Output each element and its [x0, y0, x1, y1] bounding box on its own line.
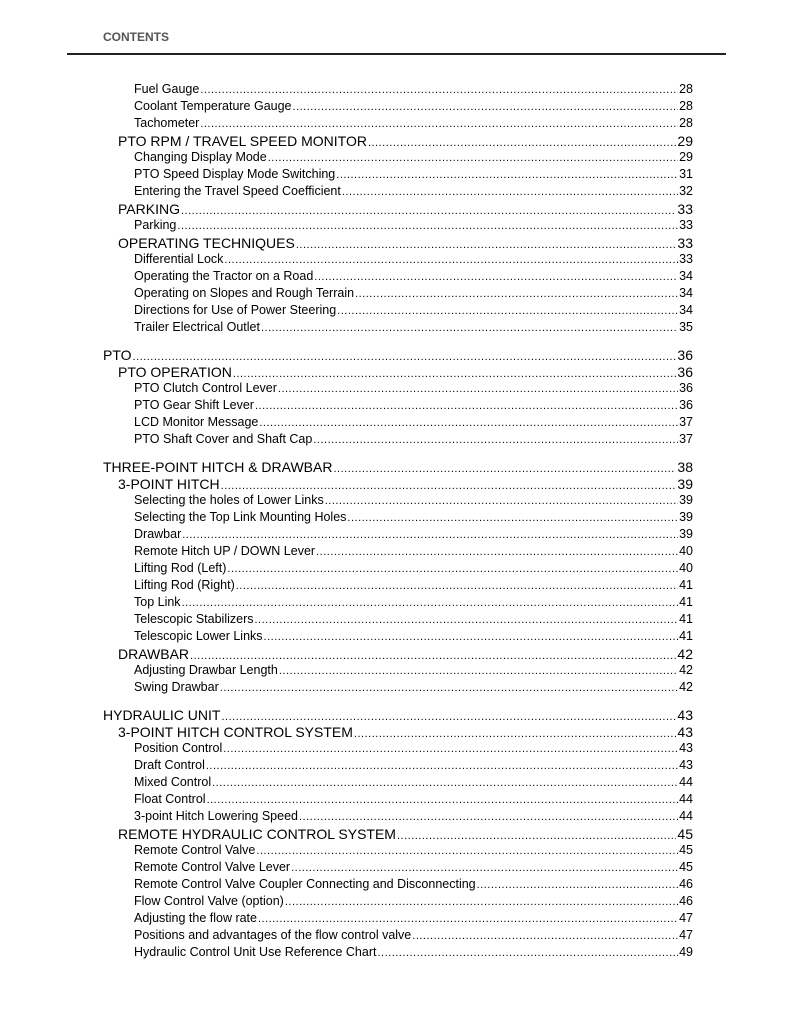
- toc-entry[interactable]: [134, 184, 693, 198]
- toc-dot-leader: [397, 830, 676, 842]
- toc-entry-page: 41: [679, 612, 693, 626]
- toc-dot-leader: [299, 811, 678, 823]
- toc-entry-title: Coolant Temperature Gauge: [134, 99, 292, 113]
- toc-entry-title: Differential Lock: [134, 252, 224, 266]
- toc-entry[interactable]: [134, 792, 693, 806]
- toc-entry[interactable]: [134, 741, 693, 755]
- toc-entry-page: 31: [679, 167, 693, 181]
- toc-entry-title: 3-POINT HITCH CONTROL SYSTEM: [118, 724, 353, 740]
- toc-entry-title: 3-POINT HITCH: [118, 476, 220, 492]
- toc-entry-page: 34: [679, 269, 693, 283]
- toc-dot-leader: [224, 254, 678, 266]
- toc-entry-page: 34: [679, 286, 693, 300]
- toc-entry[interactable]: [118, 201, 693, 217]
- toc-entry[interactable]: [134, 527, 693, 541]
- toc-dot-leader: [347, 512, 678, 524]
- toc-entry[interactable]: [134, 381, 693, 395]
- toc-entry-title: Adjusting Drawbar Length: [134, 663, 278, 677]
- toc-entry-title: Mixed Control: [134, 775, 212, 789]
- toc-entry[interactable]: [134, 911, 693, 925]
- toc-entry-page: 39: [679, 493, 693, 507]
- toc-entry-page: 36: [679, 381, 693, 395]
- toc-dot-leader: [291, 862, 678, 874]
- toc-entry[interactable]: [134, 493, 693, 507]
- toc-entry[interactable]: [134, 843, 693, 857]
- toc-dot-leader: [207, 794, 679, 806]
- toc-entry-title: Parking: [134, 218, 177, 232]
- toc-entry[interactable]: [118, 133, 693, 149]
- toc-entry-title: Adjusting the flow rate: [134, 911, 257, 925]
- toc-entry-page: 37: [679, 415, 693, 429]
- toc-dot-leader: [336, 169, 678, 181]
- toc-entry[interactable]: [134, 928, 693, 942]
- toc-entry-page: 33: [679, 218, 693, 232]
- toc-entry-page: 47: [679, 928, 693, 942]
- toc-dot-leader: [259, 417, 678, 429]
- toc-entry-title: Fuel Gauge: [134, 82, 200, 96]
- toc-entry-title: OPERATING TECHNIQUES: [118, 235, 295, 251]
- toc-dot-leader: [206, 760, 678, 772]
- toc-entry-title: Flow Control Valve (option): [134, 894, 284, 908]
- toc-entry-title: Telescopic Stabilizers: [134, 612, 254, 626]
- toc-entry-title: Lifting Rod (Right): [134, 578, 235, 592]
- toc-dot-leader: [200, 84, 678, 96]
- toc-entry-page: 45: [679, 860, 693, 874]
- toc-entry-title: Lifting Rod (Left): [134, 561, 227, 575]
- toc-dot-leader: [314, 271, 678, 283]
- toc-entry-title: 3-point Hitch Lowering Speed: [134, 809, 298, 823]
- toc-entry-title: Operating on Slopes and Rough Terrain: [134, 286, 355, 300]
- toc-entry-title: Trailer Electrical Outlet: [134, 320, 260, 334]
- toc-entry-title: LCD Monitor Message: [134, 415, 259, 429]
- toc-entry[interactable]: [134, 286, 693, 300]
- toc-dot-leader: [342, 186, 678, 198]
- toc-entry[interactable]: [134, 510, 693, 524]
- toc-entry-page: 39: [679, 527, 693, 541]
- toc-entry-title: PTO Speed Display Mode Switching: [134, 167, 336, 181]
- toc-entry[interactable]: [103, 707, 693, 723]
- toc-entry-page: 43: [679, 741, 693, 755]
- toc-dot-leader: [333, 463, 676, 475]
- toc-entry-page: 35: [679, 320, 693, 334]
- toc-dot-leader: [268, 152, 678, 164]
- toc-dot-leader: [227, 563, 678, 575]
- toc-entry[interactable]: [134, 269, 693, 283]
- toc-entry[interactable]: [134, 415, 693, 429]
- toc-entry-title: PTO OPERATION: [118, 364, 232, 380]
- toc-entry-page: 43: [677, 707, 693, 723]
- toc-entry[interactable]: [118, 826, 693, 842]
- toc-dot-leader: [313, 434, 678, 446]
- toc-entry[interactable]: [134, 612, 693, 626]
- toc-entry[interactable]: [134, 860, 693, 874]
- toc-entry-page: 29: [677, 133, 693, 149]
- toc-dot-leader: [181, 205, 676, 217]
- toc-entry[interactable]: [134, 398, 693, 412]
- toc-dot-leader: [368, 137, 676, 149]
- toc-entry[interactable]: [134, 578, 693, 592]
- toc-entry-page: 45: [677, 826, 693, 842]
- toc-dot-leader: [258, 913, 678, 925]
- toc-entry-page: 42: [679, 680, 693, 694]
- toc-dot-leader: [477, 879, 678, 891]
- toc-dot-leader: [285, 896, 678, 908]
- toc-entry-title: DRAWBAR: [118, 646, 190, 662]
- toc-dot-leader: [212, 777, 678, 789]
- toc-entry-title: PTO: [103, 347, 132, 363]
- toc-entry-page: 47: [679, 911, 693, 925]
- toc-dot-leader: [355, 288, 678, 300]
- toc-entry[interactable]: [134, 82, 693, 96]
- toc-entry[interactable]: [134, 150, 693, 164]
- toc-entry-page: 37: [679, 432, 693, 446]
- toc-entry-title: PTO RPM / TRAVEL SPEED MONITOR: [118, 133, 367, 149]
- toc-entry-title: PARKING: [118, 201, 180, 217]
- toc-entry[interactable]: [134, 629, 693, 643]
- toc-entry-title: Selecting the holes of Lower Links: [134, 493, 324, 507]
- toc-dot-leader: [190, 650, 676, 662]
- toc-entry-title: PTO Clutch Control Lever: [134, 381, 277, 395]
- toc-entry-page: 33: [677, 201, 693, 217]
- toc-entry-title: Float Control: [134, 792, 206, 806]
- toc-entry[interactable]: [118, 364, 693, 380]
- toc-entry-page: 33: [677, 235, 693, 251]
- toc-dot-leader: [278, 383, 678, 395]
- toc-entry-page: 36: [677, 364, 693, 380]
- toc-dot-leader: [223, 743, 678, 755]
- toc-entry-title: Position Control: [134, 741, 223, 755]
- toc-entry-page: 36: [677, 347, 693, 363]
- toc-entry-page: 46: [679, 894, 693, 908]
- toc-entry[interactable]: [134, 432, 693, 446]
- toc-dot-leader: [221, 711, 676, 723]
- toc-entry-page: 36: [679, 398, 693, 412]
- toc-entry[interactable]: [134, 561, 693, 575]
- toc-dot-leader: [200, 118, 678, 130]
- toc-dot-leader: [354, 728, 677, 740]
- toc-dot-leader: [220, 682, 678, 694]
- toc-dot-leader: [182, 597, 679, 609]
- toc-entry[interactable]: [134, 544, 693, 558]
- toc-entry-page: 42: [679, 663, 693, 677]
- toc-entry-page: 41: [679, 629, 693, 643]
- toc-dot-leader: [133, 351, 677, 363]
- toc-entry-page: 40: [679, 561, 693, 575]
- toc-dot-leader: [293, 101, 679, 113]
- toc-entry-title: Positions and advantages of the flow control valve: [134, 928, 412, 942]
- toc-entry-title: Remote Control Valve Lever: [134, 860, 291, 874]
- toc-entry-page: 28: [679, 116, 693, 130]
- toc-entry-page: 33: [679, 252, 693, 266]
- toc-dot-leader: [255, 400, 678, 412]
- toc-entry-page: 40: [679, 544, 693, 558]
- toc-entry[interactable]: [134, 303, 693, 317]
- toc-entry[interactable]: [134, 218, 693, 232]
- toc-entry-title: Selecting the Top Link Mounting Holes: [134, 510, 347, 524]
- toc-entry-title: Remote Control Valve Coupler Connecting and Disconnecting: [134, 877, 476, 891]
- toc-entry-page: 29: [679, 150, 693, 164]
- toc-entry-page: 49: [679, 945, 693, 959]
- toc-entry-title: REMOTE HYDRAULIC CONTROL SYSTEM: [118, 826, 396, 842]
- toc-entry[interactable]: [118, 476, 693, 492]
- toc-entry-title: Swing Drawbar: [134, 680, 219, 694]
- toc-entry[interactable]: [134, 663, 693, 677]
- toc-dot-leader: [264, 631, 679, 643]
- toc-entry[interactable]: [118, 235, 693, 251]
- toc-entry[interactable]: [134, 809, 693, 823]
- toc-entry[interactable]: [134, 894, 693, 908]
- toc-entry-title: Hydraulic Control Unit Use Reference Chart: [134, 945, 377, 959]
- toc-entry-page: 44: [679, 792, 693, 806]
- toc-entry-title: Directions for Use of Power Steering: [134, 303, 337, 317]
- toc-entry-page: 46: [679, 877, 693, 891]
- toc-entry[interactable]: [118, 724, 693, 740]
- toc-entry-title: Operating the Tractor on a Road: [134, 269, 314, 283]
- toc-dot-leader: [182, 529, 678, 541]
- toc-dot-leader: [377, 947, 678, 959]
- toc-entry-title: PTO Shaft Cover and Shaft Cap: [134, 432, 313, 446]
- toc-entry[interactable]: [134, 99, 693, 113]
- toc-entry-title: Tachometer: [134, 116, 200, 130]
- toc-entry-page: 41: [679, 595, 693, 609]
- toc-entry[interactable]: [134, 775, 693, 789]
- toc-entry[interactable]: [103, 459, 693, 475]
- header-title: CONTENTS: [103, 30, 169, 44]
- toc-entry[interactable]: [103, 347, 693, 363]
- toc-entry-page: 43: [677, 724, 693, 740]
- toc-entry[interactable]: [134, 758, 693, 772]
- toc-dot-leader: [279, 665, 678, 677]
- toc-entry-title: Draft Control: [134, 758, 205, 772]
- toc-dot-leader: [316, 546, 678, 558]
- toc-entry-title: THREE-POINT HITCH & DRAWBAR: [103, 459, 333, 475]
- toc-entry[interactable]: [134, 680, 693, 694]
- toc-entry-page: 45: [679, 843, 693, 857]
- toc-entry-title: Remote Control Valve: [134, 843, 256, 857]
- toc-dot-leader: [296, 239, 677, 251]
- toc-entry-page: 43: [679, 758, 693, 772]
- toc-entry-title: Remote Hitch UP / DOWN Lever: [134, 544, 316, 558]
- toc-entry-page: 41: [679, 578, 693, 592]
- toc-entry[interactable]: [134, 945, 693, 959]
- toc-entry-title: Top Link: [134, 595, 181, 609]
- header-divider: [67, 53, 726, 55]
- toc-dot-leader: [325, 495, 678, 507]
- toc-entry-page: 39: [679, 510, 693, 524]
- toc-entry[interactable]: [134, 252, 693, 266]
- toc-entry-title: Changing Display Mode: [134, 150, 267, 164]
- toc-dot-leader: [177, 220, 678, 232]
- toc-entry-title: Telescopic Lower Links: [134, 629, 263, 643]
- toc-dot-leader: [261, 322, 678, 334]
- toc-entry[interactable]: [134, 320, 693, 334]
- toc-entry[interactable]: [134, 595, 693, 609]
- toc-entry-page: 34: [679, 303, 693, 317]
- toc-entry-page: 32: [679, 184, 693, 198]
- toc-entry-title: HYDRAULIC UNIT: [103, 707, 221, 723]
- toc-entry[interactable]: [134, 167, 693, 181]
- toc-entry[interactable]: [134, 877, 693, 891]
- toc-dot-leader: [221, 480, 677, 492]
- toc-entry-page: 44: [679, 809, 693, 823]
- toc-entry-title: PTO Gear Shift Lever: [134, 398, 254, 412]
- toc-dot-leader: [256, 845, 678, 857]
- toc-entry-page: 39: [677, 476, 693, 492]
- toc-dot-leader: [236, 580, 678, 592]
- toc-entry-page: 28: [679, 82, 693, 96]
- toc-entry-page: 28: [679, 99, 693, 113]
- toc-entry-page: 44: [679, 775, 693, 789]
- toc-dot-leader: [337, 305, 678, 317]
- toc-dot-leader: [412, 930, 678, 942]
- toc-dot-leader: [255, 614, 679, 626]
- toc-entry[interactable]: [134, 116, 693, 130]
- toc-entry-title: Drawbar: [134, 527, 182, 541]
- toc-entry-page: 42: [677, 646, 693, 662]
- toc-entry-page: 38: [677, 459, 693, 475]
- toc-entry[interactable]: [118, 646, 693, 662]
- toc-entry-title: Entering the Travel Speed Coefficient: [134, 184, 341, 198]
- toc-dot-leader: [233, 368, 677, 380]
